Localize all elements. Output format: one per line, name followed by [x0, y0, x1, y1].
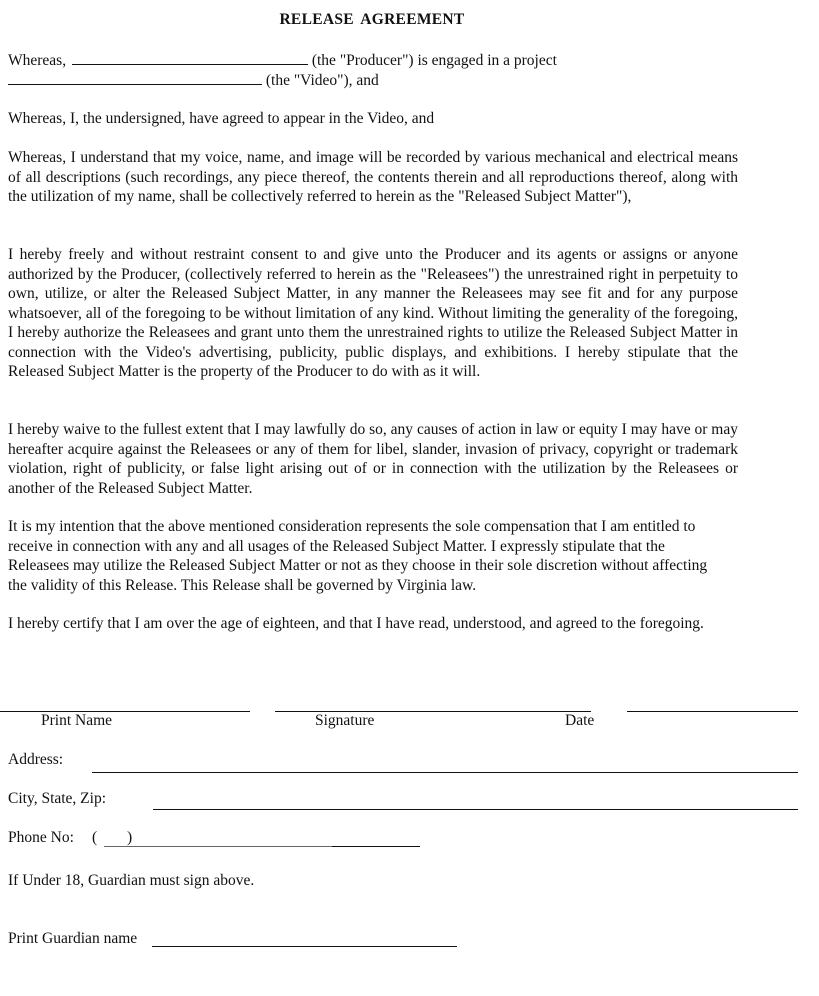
guardian-name-label: Print Guardian name [8, 930, 138, 947]
paragraph-recording-definition: Whereas, I understand that my voice, name, and image will be recorded by various mechanical and electrical means of all descriptions (such recordings, any piece thereof, the contents therein and all reproductions thereof, along with the utilization of my name, shall be collectively referred to herein as the "Released Subject Matter"), [8, 149, 738, 205]
document-title: RELEASE AGREEMENT [279, 11, 465, 28]
print-name-label: Print Name [41, 712, 113, 729]
date-line[interactable] [627, 711, 798, 712]
phone-number-line-extension[interactable] [332, 846, 420, 847]
paragraph-waiver: I hereby waive to the fullest extent that I may lawfully do so, any causes of action in law or equity I may have or may hereafter acquire against the Releasees or any of them for libel, slander, invasion of privacy, copyright or trademark violation, right of publicity, or false light arising out of or in connection with the utilization by the Releasees or another of the Released Subject Matter. [8, 421, 738, 497]
paragraph-consent-grant: I hereby freely and without restraint consent to and give unto the Producer and its agents or assigns or anyone authorized by the Producer, (collectively referred to herein as the "Releasees") the unrestrained right in perpetuity to own, utilize, or alter the Released Subject Matter, in any manner the Releasees may see fit and for any purpose whatsoever, all of the foregoing to be without limitation of any kind. Without limiting the generality of the foregoing, I hereby authorize the Releasees and grant unto them the unrestrained rights to utilize the Released Subject Matter in connection with the Video's advertising, publicity, public displays, and exhibitions. I hereby stipulate that the Released Subject Matter is the property of the Producer to do with as it will. [8, 246, 738, 380]
paragraph-agreed-to-appear: Whereas, I, the undersigned, have agreed to appear in the Video, and [8, 110, 435, 127]
paragraph-compensation: It is my intention that the above mentioned consideration represents the sole compensation that I am entitled to receive in connection with any and all usages of the Released Subject Matter. I expressly stipulate that the Releasees may utilize the Released Subject Matter or not as they choose in their sole discretion without affecting the validity of this Release. This Release shall be governed by Virginia law. [8, 518, 708, 594]
intro-line-1 [8, 50, 557, 71]
whereas-label: Whereas, [8, 52, 67, 69]
producer-name-blank[interactable] [72, 50, 308, 65]
phone-number-line[interactable] [104, 846, 332, 847]
paragraph-age-certification: I hereby certify that I am over the age of eighteen, and that I have read, understood, and agreed to the foregoing. [8, 615, 704, 632]
guardian-note: If Under 18, Guardian must sign above. [8, 872, 255, 889]
city-state-zip-label: City, State, Zip: [8, 790, 107, 807]
city-state-zip-line[interactable] [153, 809, 798, 810]
project-name-blank[interactable] [8, 70, 262, 85]
date-label: Date [565, 712, 595, 729]
address-line[interactable] [92, 772, 798, 773]
address-label: Address: [8, 751, 64, 768]
phone-area-open-paren: ( [92, 829, 98, 846]
phone-area-close-paren: ) [127, 829, 133, 846]
producer-clause: (the "Producer") is engaged in a project [311, 52, 557, 69]
intro-line-2 [8, 70, 379, 91]
print-name-line[interactable] [0, 711, 250, 712]
video-clause: (the "Video"), and [265, 72, 379, 89]
signature-label: Signature [315, 712, 375, 729]
phone-label: Phone No: [8, 829, 74, 846]
guardian-name-line[interactable] [152, 946, 457, 947]
